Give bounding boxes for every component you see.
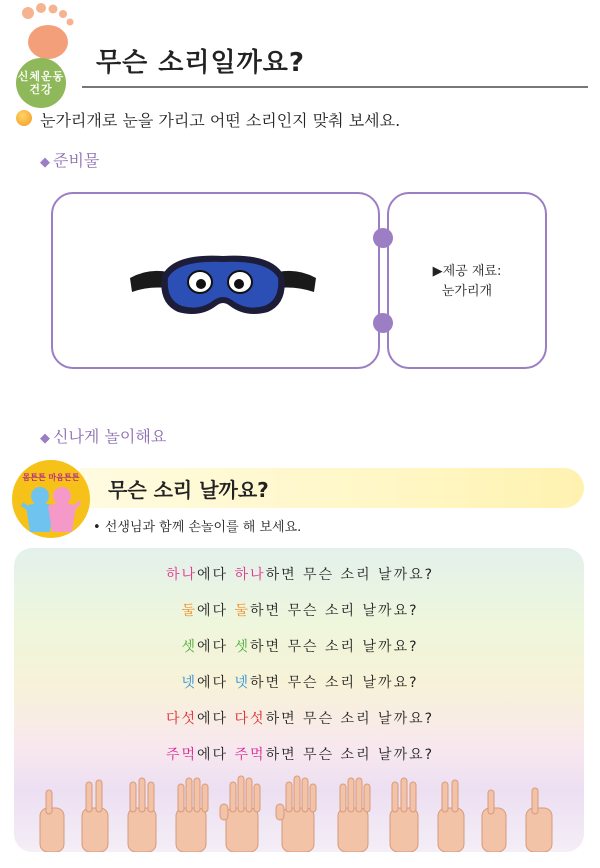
activity-subtitle: • 선생님과 함께 손놀이를 해 보세요. (93, 520, 302, 535)
category-badge (16, 58, 66, 108)
badge-line-2: 건강 (29, 83, 53, 96)
poem-number-word: 넷 (181, 675, 197, 691)
poem-text: 하면 무슨 소리 날까요? (250, 639, 419, 655)
connector-dot (373, 313, 393, 333)
poem-line (0, 564, 600, 584)
play-label: 신나게 놀이해요 (53, 427, 167, 446)
poem-number-word: 하나 (165, 567, 197, 583)
poem-line (0, 636, 600, 656)
poem-text: 하면 무슨 소리 날까요? (250, 603, 419, 619)
poem-text: 에다 (197, 603, 235, 619)
poem-number-word: 둘 (181, 603, 197, 619)
poem-number-word: 둘 (234, 603, 251, 619)
poem-number-word: 다섯 (165, 711, 197, 727)
poem-text: 하면 무슨 소리 날까요? (250, 675, 419, 691)
poem-line (0, 744, 600, 764)
poem-number-word: 주먹 (234, 747, 266, 763)
connector-dot (373, 228, 393, 248)
poem-text: 하면 무슨 소리 날까요? (265, 567, 435, 583)
poem-text: 에다 (197, 711, 235, 727)
footprint-icon (10, 0, 80, 62)
poem-text: 에다 (197, 675, 235, 691)
title-underline (82, 86, 588, 88)
play-heading (40, 424, 166, 447)
poem-number-word: 다섯 (234, 711, 266, 727)
poem-line (0, 672, 600, 692)
poem-number-word: 셋 (234, 639, 251, 655)
poem-number-word: 주먹 (165, 747, 197, 763)
page-title: 무슨 소리일까요? (96, 48, 305, 78)
kids-badge (12, 460, 90, 538)
poem-text: 하면 무슨 소리 날까요? (265, 711, 435, 727)
hands-illustration (14, 768, 584, 852)
supply-item: 눈가리개 (441, 284, 493, 299)
preparation-heading (40, 148, 99, 171)
diamond-icon: ◆ (40, 431, 50, 446)
poem-text: 에다 (197, 639, 235, 655)
poem-line (0, 708, 600, 728)
poem-number-word: 넷 (234, 675, 251, 691)
preparation-label: 준비물 (53, 151, 100, 170)
children-icon (20, 482, 82, 534)
poem-number-word: 셋 (181, 639, 197, 655)
activity-title: 무슨 소리 날까요? (108, 478, 269, 502)
poem-text: 에다 (197, 747, 235, 763)
instruction-text: 눈가리개로 눈을 가리고 어떤 소리인지 맞춰 보세요. (40, 111, 401, 130)
poem-text: 에다 (197, 567, 235, 583)
poem-number-word: 하나 (234, 567, 266, 583)
poem-line (0, 600, 600, 620)
badge-line-1: 신체운동 (17, 70, 65, 83)
supply-text (387, 262, 547, 302)
kids-badge-text: 몸튼튼 마음튼튼 (22, 473, 80, 482)
blindfold-image (128, 248, 318, 328)
bullet-dot-icon (16, 110, 32, 126)
diamond-icon: ◆ (40, 155, 50, 170)
supply-heading: ▶제공 재료: (432, 264, 502, 279)
poem-text: 하면 무슨 소리 날까요? (265, 747, 435, 763)
